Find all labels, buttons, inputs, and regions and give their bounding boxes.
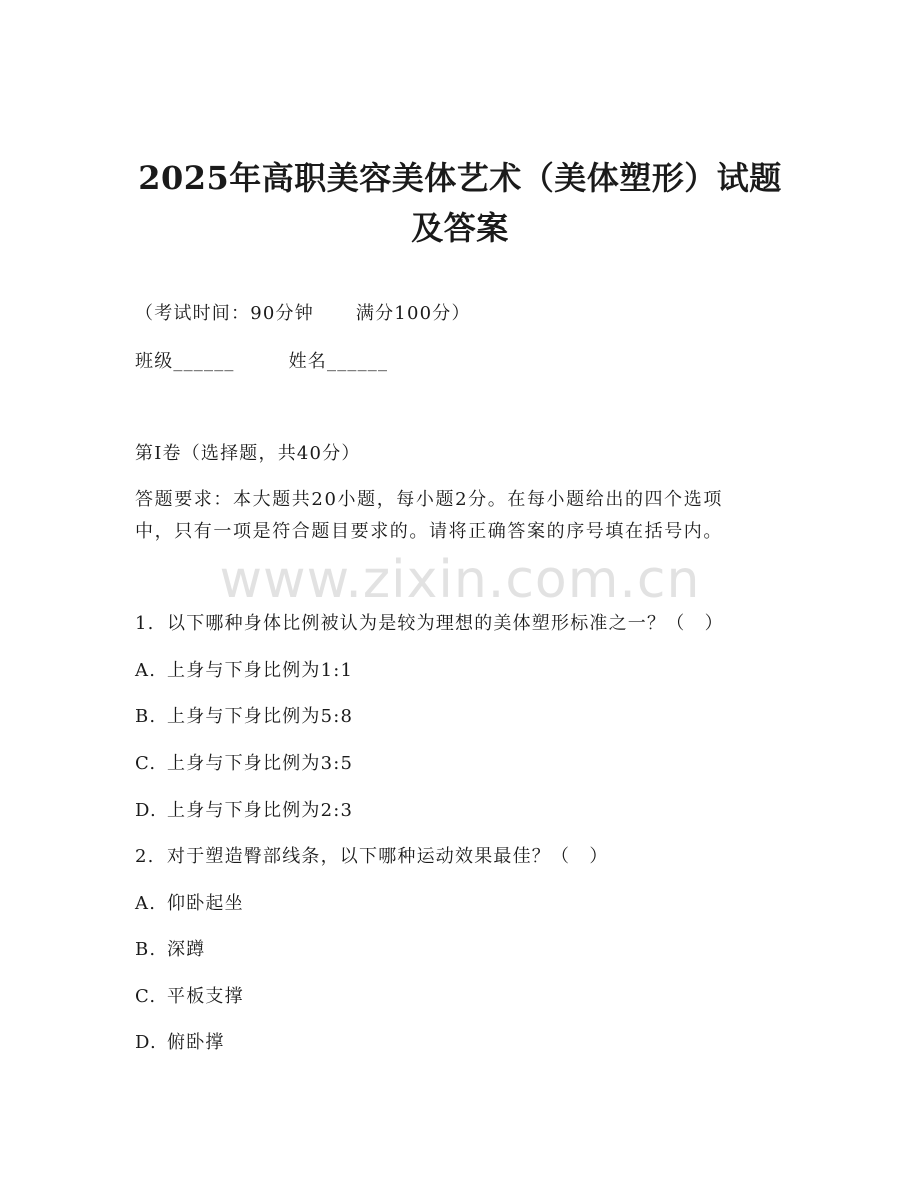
- question-2-option-a: [135, 892, 244, 916]
- document-title-line-2: 及答案: [411, 209, 509, 247]
- question-number: 1.: [135, 613, 155, 634]
- option-label: A.: [135, 893, 157, 914]
- option-text: 上身与下身比例为3:5: [167, 753, 354, 774]
- question-1-option-a: [135, 659, 353, 683]
- option-label: D.: [135, 800, 157, 821]
- exam-score: 满分100分）: [355, 303, 471, 324]
- student-fields: [135, 350, 388, 374]
- question-text: 以下哪种身体比例被认为是较为理想的美体塑形标准之一？（ ）: [167, 613, 724, 634]
- instructions-line-2: 中，只有一项是符合题目要求的。请将正确答案的序号填在括号内。: [135, 521, 723, 542]
- exam-info: [135, 302, 471, 326]
- option-label: D.: [135, 1032, 157, 1053]
- question-text: 对于塑造臀部线条，以下哪种运动效果最佳？（ ）: [167, 846, 609, 867]
- question-2: [135, 845, 609, 869]
- question-1-option-c: [135, 752, 353, 776]
- option-label: C.: [135, 986, 157, 1007]
- option-text: 平板支撑: [167, 986, 244, 1007]
- question-2-option-d: [135, 1031, 225, 1055]
- option-text: 俯卧撑: [167, 1032, 225, 1053]
- question-1: [135, 612, 724, 636]
- option-label: B.: [135, 706, 157, 727]
- exam-time: （考试时间：90分钟: [135, 303, 314, 324]
- option-text: 上身与下身比例为1:1: [167, 660, 354, 681]
- question-1-option-b: [135, 705, 353, 729]
- section-title: 第Ⅰ卷（选择题，共40分）: [135, 443, 361, 464]
- question-2-option-b: [135, 938, 205, 962]
- option-label: C.: [135, 753, 157, 774]
- watermark: www.zixin.com.cn: [219, 550, 701, 610]
- document-title-line-1: 2025年高职美容美体艺术（美体塑形）试题: [138, 159, 782, 197]
- option-label: B.: [135, 939, 157, 960]
- option-label: A.: [135, 660, 157, 681]
- instructions-line-1: 答题要求：本大题共20小题，每小题2分。在每小题给出的四个选项: [135, 489, 723, 510]
- question-number: 2.: [135, 846, 155, 867]
- name-field: 姓名______: [288, 351, 389, 372]
- class-field: 班级______: [135, 351, 235, 372]
- option-text: 上身与下身比例为2:3: [167, 800, 354, 821]
- question-1-option-d: [135, 799, 353, 823]
- option-text: 仰卧起坐: [167, 893, 244, 914]
- option-text: 深蹲: [167, 939, 206, 960]
- question-2-option-c: [135, 985, 244, 1009]
- option-text: 上身与下身比例为5:8: [167, 706, 354, 727]
